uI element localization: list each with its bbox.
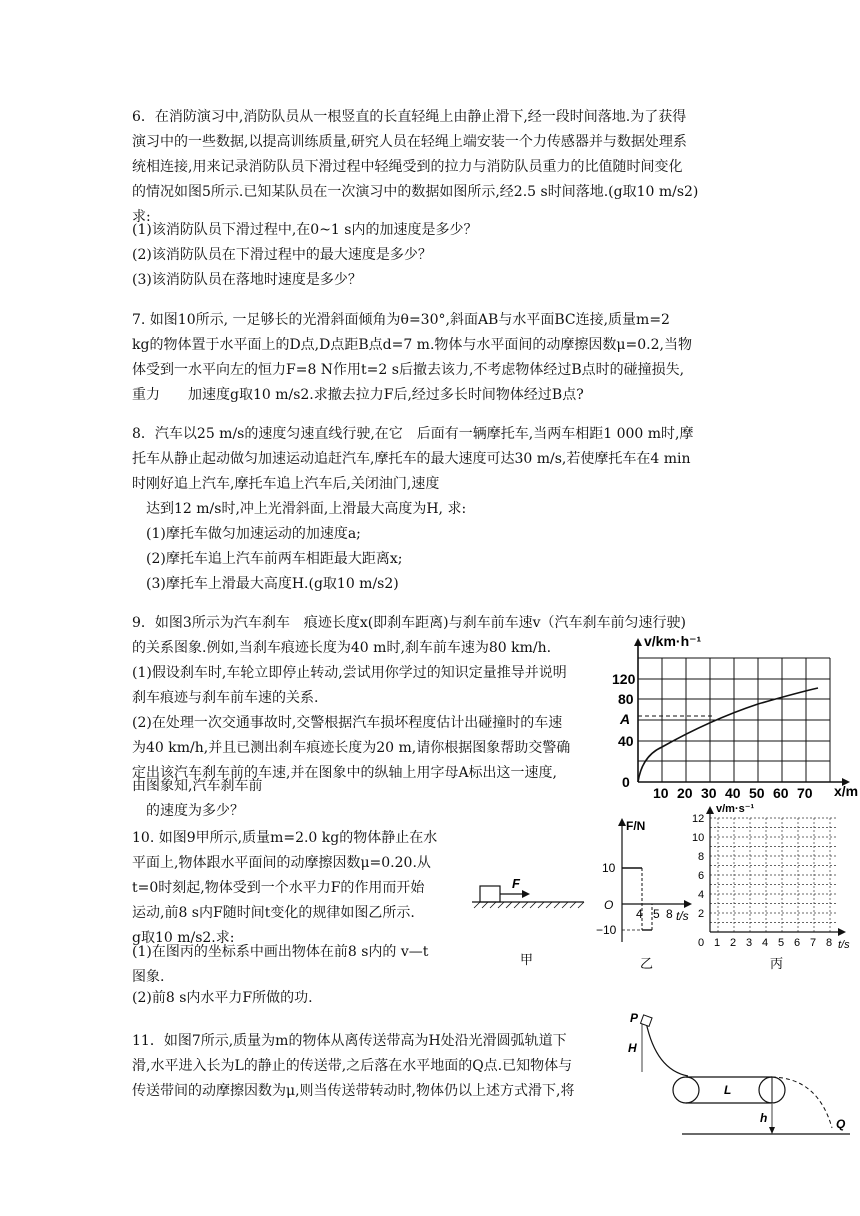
graph-x-tick: 60 bbox=[773, 785, 789, 800]
graph-y-tick: 80 bbox=[618, 691, 634, 707]
label-length-l: L bbox=[724, 1083, 732, 1097]
graph-y-tick: 120 bbox=[612, 671, 636, 687]
t-tick: 5 bbox=[778, 937, 785, 949]
figure-conveyor-belt bbox=[622, 1012, 852, 1142]
problem-10-line-5: g取10 m/s2.求: bbox=[132, 930, 235, 946]
problem-9-line-3: (1)假设刹车时,车轮立即停止转动,尝试用你学过的知识定量推导并说明 bbox=[132, 665, 567, 681]
graph-x-tick: 50 bbox=[749, 785, 765, 800]
label-q: Q bbox=[836, 1117, 846, 1131]
graph-x-tick: 20 bbox=[677, 785, 693, 800]
problem-8-line-3: 时刚好追上汽车,摩托车追上汽车后,关闭油门,速度 bbox=[132, 476, 440, 492]
origin-label: O bbox=[604, 898, 614, 912]
problem-8-line-5: (1)摩托车做匀加速运动的加速度a; bbox=[132, 526, 361, 542]
figure-jia-block bbox=[470, 874, 590, 970]
v-tick: 4 bbox=[698, 889, 705, 901]
problem-7-line-1: 7. 如图10所示, 一足够长的光滑斜面倾角为θ=30°,斜面AB与水平面BC连接,质量m=2 bbox=[132, 312, 670, 328]
v-tick: 6 bbox=[698, 870, 705, 882]
problem-11-line-3: 传送带间的动摩擦因数为μ,则当传送带转动时,物体仍以上述方式滑下,将 bbox=[132, 1083, 575, 1099]
v-tick: 8 bbox=[698, 851, 705, 863]
t-label: t/s bbox=[838, 939, 850, 951]
pulley-left bbox=[673, 1077, 699, 1103]
graph-x-label: x/m bbox=[834, 783, 859, 799]
problem-7-line-2: kg的物体置于水平面上的D点,D点距B点d=7 m.物体与水平面间的动摩擦因数μ=0.2,当物 bbox=[132, 337, 692, 353]
problem-6-line-1: 6．在消防演习中,消防队员从一根竖直的长直轻绳上由静止滑下,经一段时间落地.为了获得 bbox=[132, 109, 687, 125]
problem-8-line-6: (2)摩托车追上汽车前两车相距最大距离x; bbox=[132, 551, 403, 567]
figure-yi-caption: 乙 bbox=[640, 956, 654, 971]
f-tick: 10 bbox=[602, 861, 616, 875]
problem-7-line-4: 重力 加速度g取10 m/s2.求撤去拉力F后,经过多长时间物体经过B点? bbox=[132, 387, 584, 403]
problem-10-line-3: t=0时刻起,物体受到一个水平力F的作用而开始 bbox=[132, 880, 425, 896]
t-tick: 2 bbox=[730, 937, 737, 949]
t-tick: 8 bbox=[826, 937, 833, 949]
problem-9-line-1: 9．如图3所示为汽车刹车 痕迹长度x(即刹车距离)与刹车前车速v（汽车刹车前匀速行驶) bbox=[132, 615, 687, 631]
t-tick: 8 bbox=[666, 907, 673, 921]
v-tick: 0 bbox=[698, 937, 705, 949]
speed-curve bbox=[638, 688, 818, 782]
force-label: F bbox=[512, 876, 520, 891]
problem-7-line-3: 体受到一水平向左的恒力F=8 N作用t=2 s后撤去该力,不考虑物体经过B点时的碰撞损失, bbox=[132, 362, 685, 378]
problem-10-line-2: 平面上,物体跟水平面间的动摩擦因数μ=0.20.从 bbox=[132, 855, 431, 871]
problem-6-line-6: (1)该消防队员下滑过程中,在0~1 s内的加速度是多少？ bbox=[132, 222, 478, 238]
t-tick: 5 bbox=[653, 907, 660, 921]
t-tick: 6 bbox=[794, 937, 801, 949]
graph-x-tick: 30 bbox=[701, 785, 717, 800]
problem-10-line-7: 图象. bbox=[132, 969, 165, 985]
problem-6-line-4: 的情况如图5所示.已知某队员在一次演习中的数据如图所示,经2.5 s时间落地.(g取10 m/s2) bbox=[132, 184, 699, 200]
problem-8-line-1: 8．汽车以25 m/s的速度匀速直线行驶,在它 后面有一辆摩托车,当两车相距1 000 m时,摩 bbox=[132, 426, 694, 442]
v-tick: 10 bbox=[692, 832, 705, 844]
graph-y-label: v/km·h⁻¹ bbox=[644, 633, 702, 649]
problem-6-line-8: (3)该消防队员在落地时速度是多少？ bbox=[132, 272, 362, 288]
problem-9-line-9: 的速度为多少？ bbox=[132, 803, 244, 819]
graph-y-tick: 0 bbox=[622, 774, 630, 790]
t-tick: 7 bbox=[810, 937, 817, 949]
t-tick: 1 bbox=[714, 937, 721, 949]
figure-jia-caption: 甲 bbox=[520, 952, 534, 967]
fy-label: F/N bbox=[626, 819, 646, 833]
problem-8-line-4: 达到12 m/s时,冲上光滑斜面,上滑最大高度为H, 求: bbox=[132, 501, 467, 517]
problem-11-line-2: 滑,水平进入长为L的静止的传送带,之后落在水平地面的Q点.已知物体与 bbox=[132, 1058, 573, 1074]
curved-track bbox=[646, 1022, 688, 1076]
problem-9-line-4: 刹车痕迹与刹车前车速的关系. bbox=[132, 690, 319, 706]
problem-10-line-1: 10. 如图9甲所示,质量m=2.0 kg的物体静止在水 bbox=[132, 830, 438, 846]
figure-bing-caption: 丙 bbox=[770, 956, 784, 971]
t-tick: 4 bbox=[636, 907, 643, 921]
problem-10-line-4: 运动,前8 s内F随时间t变化的规律如图乙所示. bbox=[132, 905, 415, 921]
v-label: v/m·s⁻¹ bbox=[716, 803, 755, 815]
problem-10-line-8: (2)前8 s内水平力F所做的功. bbox=[132, 990, 313, 1006]
figure-bing-vt-grid bbox=[690, 800, 858, 972]
speed-distance-graph bbox=[610, 628, 860, 800]
graph-x-tick: 10 bbox=[653, 785, 669, 800]
problem-9-line-5: (2)在处理一次交通事故时,交警根据汽车损坏程度估计出碰撞时的车速 bbox=[132, 715, 563, 731]
problem-6-line-7: (2)该消防队员在下滑过程中的最大速度是多少？ bbox=[132, 247, 432, 263]
label-height-h: H bbox=[628, 1041, 637, 1055]
label-height-small-h: h bbox=[760, 1111, 768, 1125]
f-tick: −10 bbox=[596, 923, 617, 937]
t-tick: 3 bbox=[746, 937, 753, 949]
problem-6-line-2: 演习中的一些数据,以提高训练质量,研究人员在轻绳上端安装一个力传感器并与数据处理系 bbox=[132, 134, 687, 150]
v-tick: 12 bbox=[692, 813, 705, 825]
t-tick: 4 bbox=[762, 937, 769, 949]
trajectory bbox=[772, 1077, 832, 1128]
label-p: P bbox=[630, 1012, 639, 1025]
graph-x-tick: 40 bbox=[725, 785, 741, 800]
problem-8-line-2: 托车从静止起动做匀加速运动追赶汽车,摩托车的最大速度可达30 m/s,若使摩托车在4 min bbox=[132, 451, 691, 467]
graph-x-tick: 70 bbox=[797, 785, 813, 800]
block bbox=[480, 886, 500, 902]
problem-10-line-6: (1)在图丙的坐标系中画出物体在前8 s内的 v—t bbox=[132, 944, 429, 960]
problem-11-line-1: 11．如图7所示,质量为m的物体从离传送带高为H处沿光滑圆弧轨道下 bbox=[132, 1033, 567, 1049]
problem-9-line-2: 的关系图象.例如,当刹车痕迹长度为40 m时,刹车前车速为80 km/h. bbox=[132, 640, 552, 656]
problem-6-line-3: 统相连接,用来记录消防队员下滑过程中轻绳受到的拉力与消防队员重力的比值随时间变化 bbox=[132, 159, 683, 175]
ft-label: t/s bbox=[676, 909, 689, 923]
figure-yi-force-graph bbox=[596, 812, 696, 972]
problem-9-line-6: 为40 km/h,并且已测出刹车痕迹长度为20 m,请你根据图象帮助交警确 bbox=[132, 740, 571, 756]
problem-8-line-7: (3)摩托车上滑最大高度H.(g取10 m/s2) bbox=[132, 576, 399, 592]
v-tick: 2 bbox=[698, 908, 705, 920]
problem-9-line-7: 定出该汽车刹车前的车速,并在图象中的纵轴上用字母A标出这一速度, bbox=[132, 765, 558, 781]
graph-y-tick: 40 bbox=[618, 733, 634, 749]
problem-9-line-8: 由图象知,汽车刹车前 bbox=[132, 778, 263, 794]
graph-marker-a: A bbox=[620, 711, 631, 727]
problem-6-line-5: 求: bbox=[132, 209, 151, 225]
